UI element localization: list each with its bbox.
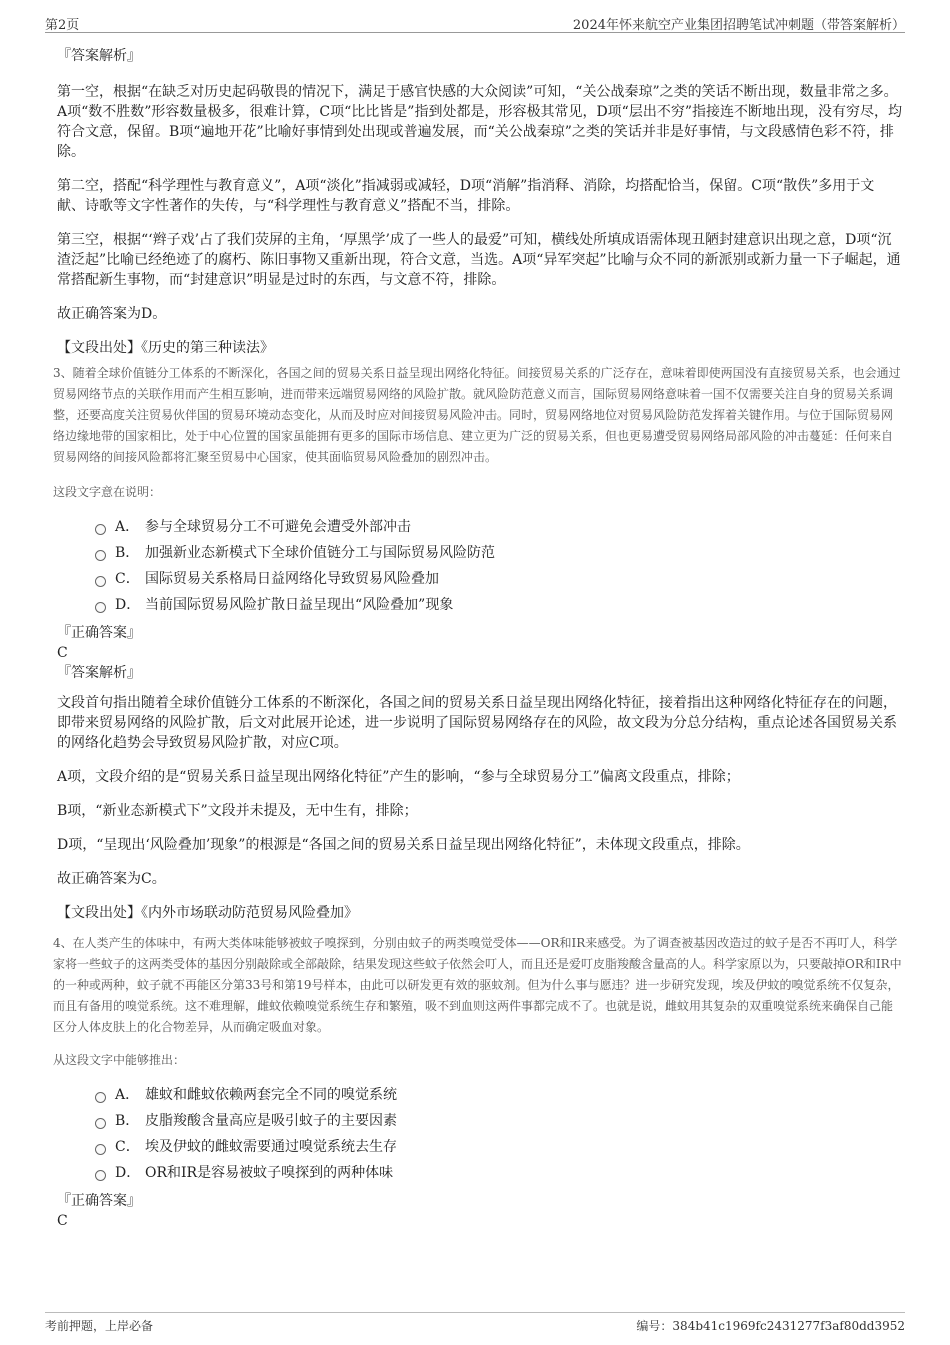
q2-analysis-para-3: 第三空，根据“‘辫子戏’占了我们荧屏的主角，‘厚黑学’成了一些人的最爱”可知，横线处所填成语需体现丑陋封建意识出现之意，D项“沉渣泛起”比喻已经绝迹了的腐朽、陈旧事物又重新出现，符合文意，当选。A项“异军突起”比喻与众不同的新派别或新力量一下子崛起，通常搭配新生事物，而“封建意识”明显是过时的东西，与文意不符，排除。	[57, 232, 901, 288]
page-header	[45, 10, 905, 33]
q4-option-b[interactable]: B． 皮脂羧酸含量高应是吸引蚊子的主要因素	[95, 1107, 902, 1133]
document-title: 2024年怀来航空产业集团招聘笔试冲刺题（带答案解析）	[572, 18, 905, 33]
radio-icon[interactable]	[95, 550, 106, 561]
q4-options	[57, 1081, 902, 1185]
q3-prompt: 这段文字意在说明：	[53, 485, 162, 499]
q2-analysis-para-1: 第一空，根据“在缺乏对历史起码敬畏的情况下，满足于感官快感的大众阅读”可知，“关公战秦琼”之类的笑话不断出现，数量非常之多。A项“数不胜数”形容数量极多，很难计算，C项“比比皆是”指到处都是，形容极其常见，D项“层出不穷”指接连不断地出现，没有穷尽，均符合文意，保留。B项“遍地开花”比喻好事情到处出现或普遍发展，而“关公战秦琼”之类的笑话并非是好事情，与文段感情色彩不符，排除。	[57, 84, 902, 160]
q2-analysis-label: 『答案解析』	[57, 48, 141, 64]
radio-icon[interactable]	[95, 1118, 106, 1129]
q3-analysis-para-1: 文段首句指出随着全球价值链分工体系的不断深化，各国之间的贸易关系日益呈现出网络化特征，接着指出这种网络化特征存在的问题，即带来贸易网络的风险扩散，后文对此展开论述，进一步说明了国际贸易网络存在的风险，故文段为分总分结构，重点论述各国贸易关系的网络化趋势会导致贸易风险扩散，对应C项。	[57, 695, 897, 751]
q3-stem: 3、随着全球价值链分工体系的不断深化，各国之间的贸易关系日益呈现出网络化特征。间接贸易关系的广泛存在，意味着即使两国没有直接贸易关系，也会通过贸易网络节点的关联作用而产生相互影响，进而带来远端贸易网络的风险扩散。就风险防范意义而言，国际贸易网络意味着一国不仅需要关注自身的贸易关系调整，还要高度关注贸易伙伴国的贸易环境动态变化，从而及时应对间接贸易风险冲击。同时，贸易网络地位对贸易风险防范发挥着关键作用。与位于国际贸易网络边缘地带的国家相比，处于中心位置的国家虽能拥有更多的国际市场信息、建立更为广泛的贸易关系，但也更易遭受贸易网络局部风险的冲击蔓延：任何来自贸易网络的间接风险都将汇聚至贸易中心国家，使其面临贸易风险叠加的剧烈冲击。	[53, 366, 901, 464]
q2-conclusion: 故正确答案为D。	[57, 306, 167, 322]
q3-answer-label: 『正确答案』	[57, 625, 141, 641]
q2-source: 【文段出处】《历史的第三种读法》	[57, 340, 274, 356]
q2-analysis-para-2: 第二空，搭配“科学理性与教育意义”，A项“淡化”指减弱或减轻，D项“消解”指消释、消除，均搭配恰当，保留。C项“散佚”多用于文献、诗歌等文字性著作的失传，与“科学理性与教育意义”搭配不当，排除。	[57, 178, 875, 214]
radio-icon[interactable]	[95, 524, 106, 535]
radio-icon[interactable]	[95, 602, 106, 613]
q4-option-d[interactable]: D． OR和IR是容易被蚊子嗅探到的两种体味	[95, 1159, 902, 1185]
q4-answer-label: 『正确答案』	[57, 1193, 141, 1209]
q4-option-a[interactable]: A． 雄蚊和雌蚊依赖两套完全不同的嗅觉系统	[95, 1081, 902, 1107]
q3-answer: C	[57, 645, 68, 661]
radio-icon[interactable]	[95, 1170, 106, 1181]
radio-icon[interactable]	[95, 576, 106, 587]
q3-option-d[interactable]: D． 当前国际贸易风险扩散日益呈现出“风险叠加”现象	[95, 591, 902, 617]
q3-analysis-para-2: A项，文段介绍的是“贸易关系日益呈现出网络化特征”产生的影响，“参与全球贸易分工”偏离文段重点，排除；	[57, 769, 740, 785]
q3-source: 【文段出处】《内外市场联动防范贸易风险叠加》	[57, 905, 358, 921]
q3-conclusion: 故正确答案为C。	[57, 871, 166, 887]
q3-options	[57, 513, 902, 617]
radio-icon[interactable]	[95, 1144, 106, 1155]
q3-analysis-label: 『答案解析』	[57, 665, 141, 681]
q4-stem: 4、在人类产生的体味中，有两大类体味能够被蚊子嗅探到，分别由蚊子的两类嗅觉受体——OR和IR来感受。为了调查被基因改造过的蚊子是否不再叮人，科学家将一些蚊子的这两类受体的基因分别敲除或全部敲除，结果发现这些蚊子依然会叮人，而且还是爱叮皮脂羧酸含量高的人。科学家原以为，只要敲掉OR和IR中的一种或两种，蚊子就不再能区分第33号和第19号样本，由此可以研发更有效的驱蚊剂。但为什么事与愿违？进一步研究发现，埃及伊蚊的嗅觉系统不仅复杂，而且有备用的嗅觉系统。这不难理解，雌蚊依赖嗅觉系统生存和繁殖，吸不到血则这两件事都完成不了。也就是说，雌蚊用其复杂的双重嗅觉系统来确保自己能区分人体皮肤上的化合物差异，从而确定吸血对象。	[53, 936, 902, 1034]
q3-analysis-para-4: D项，“呈现出‘风险叠加’现象”的根源是“各国之间的贸易关系日益呈现出网络化特征”，未体现文段重点，排除。	[57, 837, 750, 853]
q4-prompt: 从这段文字中能够推出：	[53, 1053, 186, 1067]
q3-analysis-para-3: B项，“新业态新模式下”文段并未提及，无中生有，排除；	[57, 803, 418, 819]
document-id: 编号：384b41c1969fc2431277f3af80dd3952	[636, 1319, 905, 1333]
page-footer	[45, 1312, 905, 1337]
q4-answer: C	[57, 1213, 68, 1229]
q3-option-a[interactable]: A． 参与全球贸易分工不可避免会遭受外部冲击	[95, 513, 902, 539]
page-number: 第2页	[45, 18, 80, 33]
footer-slogan: 考前押题，上岸必备	[45, 1319, 154, 1333]
q3-option-b[interactable]: B． 加强新业态新模式下全球价值链分工与国际贸易风险防范	[95, 539, 902, 565]
radio-icon[interactable]	[95, 1092, 106, 1103]
q3-option-c[interactable]: C． 国际贸易关系格局日益网络化导致贸易风险叠加	[95, 565, 902, 591]
page-content	[53, 44, 902, 1231]
q4-option-c[interactable]: C． 埃及伊蚊的雌蚊需要通过嗅觉系统去生存	[95, 1133, 902, 1159]
